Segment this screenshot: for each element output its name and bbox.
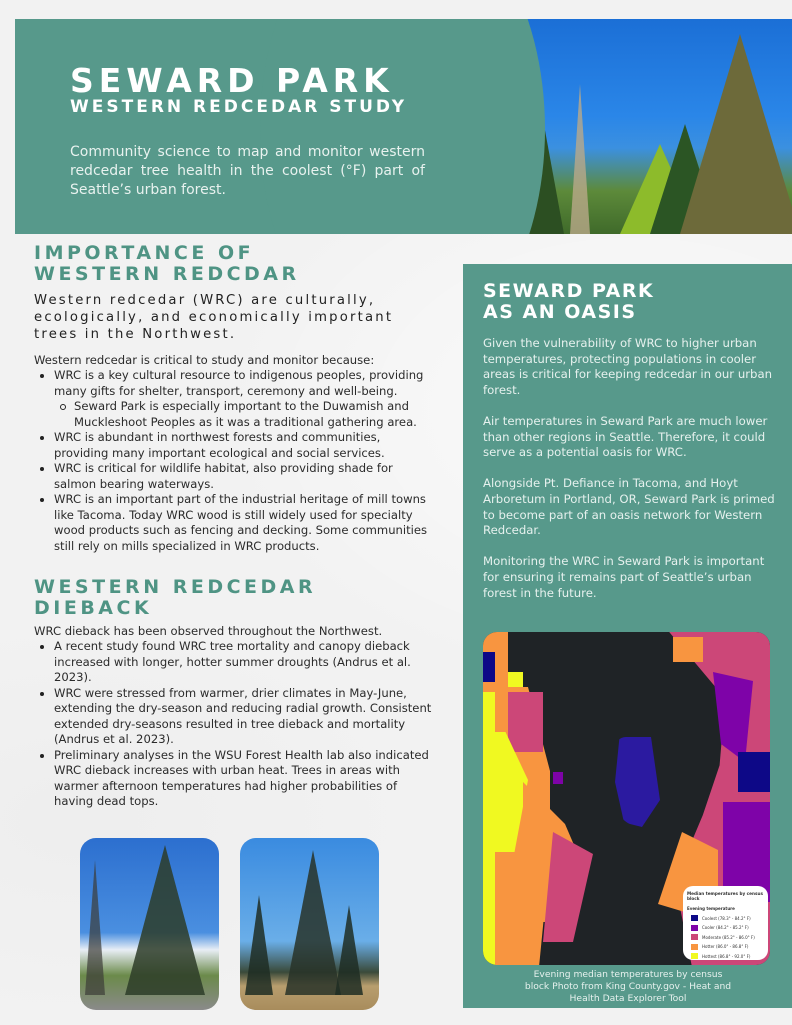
legend-item <box>691 915 764 921</box>
legend-label: Cooler (84.2° - 85.2° F) <box>702 925 749 930</box>
legend-swatch <box>691 915 698 921</box>
oasis-body <box>483 336 778 617</box>
tree-shape <box>570 84 590 234</box>
tree-shape <box>85 860 105 995</box>
tree-shape <box>245 895 273 995</box>
importance-intro: Western redcedar is critical to study and monitor because: <box>34 353 375 367</box>
photo-curve-mask <box>260 19 545 234</box>
list-item: WRC is an important part of the industrial heritage of mill towns like Tacoma. Today WRC wood is still widely used for specialty wood products such as fencing and decking. Some communities still rely on mills specialized in WRC products. <box>34 492 434 554</box>
map-region-moderate <box>508 692 543 752</box>
left-column <box>34 243 434 810</box>
importance-heading-line1: IMPORTANCE OF <box>34 242 255 264</box>
oasis-heading-line1: SEWARD PARK <box>483 280 655 302</box>
dieback-heading <box>34 577 434 619</box>
legend-item <box>691 925 764 931</box>
page-subtitle: WESTERN REDCEDAR STUDY <box>70 97 408 117</box>
dieback-photo-street <box>80 838 219 1010</box>
legend-label: Hottest (86.8° - 92.0° F) <box>702 953 751 959</box>
oasis-paragraph: Given the vulnerability of WRC to higher urban temperatures, protecting populations in cooler areas is critical for keeping redcedar in our urban forest. <box>483 336 773 397</box>
list-item: WRC is critical for wildlife habitat, also providing shade for salmon bearing waterways. <box>34 461 434 492</box>
legend-label: Coolest (78.3° - 84.2° F) <box>702 915 751 921</box>
tree-shape <box>335 905 363 995</box>
oasis-heading-line2: AS AN OASIS <box>483 301 637 323</box>
dieback-list <box>34 639 434 810</box>
temperature-map <box>483 632 770 965</box>
importance-lead: Western redcedar (WRC) are culturally, ecologically, and economically important trees in the Northwest. <box>34 293 394 342</box>
header-description: Community science to map and monitor western redcedar tree health in the coolest (°F) part of Seattle’s urban forest. <box>70 144 425 198</box>
dieback-heading-line1: WESTERN REDCEDAR <box>34 576 317 599</box>
legend-item <box>691 934 764 940</box>
list-item <box>34 368 434 430</box>
importance-heading-line2: WESTERN REDCDAR <box>34 263 300 285</box>
map-legend <box>683 886 768 960</box>
map-region-cooler <box>553 772 563 784</box>
map-region-hotter <box>673 637 703 662</box>
list-item-text: WRC is a key cultural resource to indigenous peoples, providing many gifts for shelter, transport, ceremony and well-being. <box>54 368 424 398</box>
oasis-paragraph: Alongside Pt. Defiance in Tacoma, and Hoyt Arboretum in Portland, OR, Seward Park is primed to become part of an oasis network for Western Redcedar. <box>483 476 775 538</box>
legend-swatch <box>691 934 698 940</box>
sub-list-item: Seward Park is especially important to the Duwamish and Muckleshoot Peoples as it was a traditional gathering area. <box>54 399 434 430</box>
legend-swatch <box>691 953 698 959</box>
dieback-intro: WRC dieback has been observed throughout the Northwest. <box>34 624 383 639</box>
list-item: A recent study found WRC tree mortality and canopy dieback increased with longer, hotter summer droughts (Andrus et al. 2023). <box>34 639 434 686</box>
importance-heading <box>34 243 434 285</box>
oasis-sidebar <box>463 264 792 1008</box>
tree-shape <box>285 850 341 995</box>
list-item: Preliminary analyses in the WSU Forest Health lab also indicated WRC dieback increases with urban heat. Trees in areas with warmer afternoon temperatures had higher probabilities of having dead tops. <box>34 748 434 810</box>
legend-swatch <box>691 925 698 931</box>
legend-subtitle: Evening temperature <box>687 906 735 911</box>
sub-list <box>34 399 434 430</box>
tree-shape <box>125 845 205 995</box>
map-region-coolest <box>738 752 770 792</box>
tree-shape <box>680 34 792 234</box>
oasis-heading <box>483 281 654 323</box>
legend-swatch <box>691 944 698 950</box>
map-caption: Evening median temperatures by census block Photo from King County.gov - Heat and Health Data Explorer Tool <box>524 969 732 1004</box>
dieback-heading-line2: DIEBACK <box>34 597 153 620</box>
list-item: WRC is abundant in northwest forests and communities, providing many important ecological and social services. <box>34 430 434 461</box>
legend-title: Median temperatures by census block <box>687 891 763 901</box>
legend-item <box>691 953 764 959</box>
dieback-photo-park <box>240 838 379 1010</box>
seward-park-region <box>615 737 660 827</box>
legend-item <box>691 944 764 950</box>
legend-label: Hotter (86.0° - 86.8° F) <box>702 944 749 949</box>
page-title: SEWARD PARK <box>70 61 394 100</box>
oasis-paragraph: Air temperatures in Seward Park are much lower than other regions in Seattle. Therefore, it could serve as a potential oasis for WRC. <box>483 413 768 460</box>
header-photo <box>510 19 792 234</box>
list-item: WRC were stressed from warmer, drier climates in May-June, extending the dry-season and reducing radial growth. Consistent extended dry-seasons resulted in tree dieback and mortality (Andrus et al. 2023). <box>34 686 434 748</box>
legend-label: Moderate (85.2° - 86.0° F) <box>702 934 755 940</box>
importance-list <box>34 368 434 554</box>
header-banner <box>15 19 792 234</box>
map-region-coolest <box>483 652 495 682</box>
oasis-paragraph: Monitoring the WRC in Seward Park is important for ensuring it remains part of Seattle’s urban forest in the future. <box>483 554 765 600</box>
